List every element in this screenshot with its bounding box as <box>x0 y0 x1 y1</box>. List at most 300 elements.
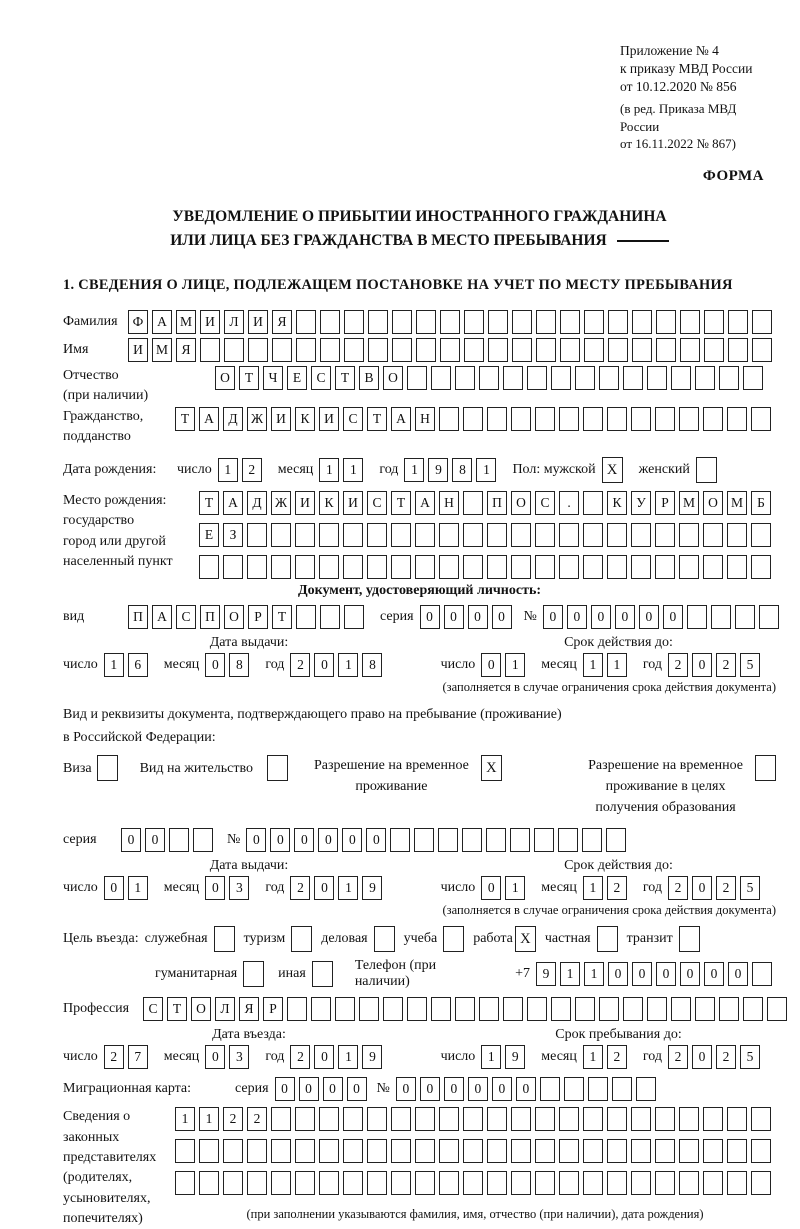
purpose-work-checkbox[interactable]: X <box>515 926 536 952</box>
cell-box[interactable]: 1 <box>481 1045 501 1069</box>
cell-box[interactable] <box>488 338 508 362</box>
cell-box[interactable] <box>511 523 531 547</box>
cell-box[interactable] <box>559 555 579 579</box>
cell-box[interactable]: 0 <box>639 605 659 629</box>
cell-box[interactable]: 9 <box>362 1045 382 1069</box>
cell-box[interactable] <box>671 997 691 1021</box>
cell-box[interactable]: 2 <box>607 1045 627 1069</box>
cell-box[interactable]: 0 <box>728 962 748 986</box>
cell-box[interactable]: 0 <box>692 1045 712 1069</box>
cell-box[interactable]: А <box>152 605 172 629</box>
cell-box[interactable]: М <box>152 338 172 362</box>
cell-box[interactable] <box>440 310 460 334</box>
cell-box[interactable] <box>727 555 747 579</box>
entry-month-cells[interactable] <box>205 1045 253 1069</box>
cell-box[interactable] <box>511 555 531 579</box>
cell-box[interactable]: 5 <box>740 876 760 900</box>
cell-box[interactable] <box>487 1139 507 1163</box>
cell-box[interactable] <box>751 1171 771 1195</box>
cell-box[interactable]: О <box>224 605 244 629</box>
cell-box[interactable] <box>175 1139 195 1163</box>
cell-box[interactable]: А <box>152 310 172 334</box>
cell-box[interactable]: 0 <box>205 876 225 900</box>
cell-box[interactable] <box>584 310 604 334</box>
cell-box[interactable] <box>503 997 523 1021</box>
purpose-other-checkbox[interactable] <box>312 961 333 987</box>
cell-box[interactable] <box>343 523 363 547</box>
cell-box[interactable] <box>583 407 603 431</box>
cell-box[interactable]: 1 <box>338 1045 358 1069</box>
cell-box[interactable] <box>392 338 412 362</box>
cell-box[interactable]: Ф <box>128 310 148 334</box>
cell-box[interactable] <box>271 523 291 547</box>
cell-box[interactable] <box>319 1171 339 1195</box>
cell-box[interactable] <box>199 1171 219 1195</box>
residence-number-cells[interactable] <box>246 828 630 852</box>
cell-box[interactable] <box>607 1107 627 1131</box>
doc-number-cells[interactable] <box>543 605 783 629</box>
cell-box[interactable] <box>612 1077 632 1101</box>
cell-box[interactable]: 3 <box>229 1045 249 1069</box>
cell-box[interactable] <box>200 338 220 362</box>
cell-box[interactable] <box>487 1171 507 1195</box>
visa-checkbox[interactable] <box>97 755 118 781</box>
cell-box[interactable]: Ж <box>247 407 267 431</box>
cell-box[interactable] <box>511 1171 531 1195</box>
cell-box[interactable]: А <box>223 491 243 515</box>
cell-box[interactable]: К <box>607 491 627 515</box>
cell-box[interactable]: 2 <box>247 1107 267 1131</box>
cell-box[interactable]: 1 <box>319 458 339 482</box>
cell-box[interactable] <box>287 997 307 1021</box>
cell-box[interactable] <box>623 366 643 390</box>
cell-box[interactable] <box>687 605 707 629</box>
cell-box[interactable]: 9 <box>428 458 448 482</box>
cell-box[interactable] <box>551 366 571 390</box>
temp-residence-education-checkbox[interactable] <box>755 755 776 781</box>
cell-box[interactable] <box>560 338 580 362</box>
cell-box[interactable] <box>367 1171 387 1195</box>
cell-box[interactable] <box>479 366 499 390</box>
cell-box[interactable]: О <box>215 366 235 390</box>
cell-box[interactable] <box>679 407 699 431</box>
cell-box[interactable] <box>199 555 219 579</box>
cell-box[interactable]: 0 <box>468 1077 488 1101</box>
cell-box[interactable] <box>535 1139 555 1163</box>
cell-box[interactable] <box>680 338 700 362</box>
cell-box[interactable] <box>631 1139 651 1163</box>
cell-box[interactable]: Я <box>272 310 292 334</box>
cell-box[interactable]: 2 <box>607 876 627 900</box>
cell-box[interactable]: Т <box>175 407 195 431</box>
cell-box[interactable] <box>558 828 578 852</box>
cell-box[interactable]: С <box>176 605 196 629</box>
cell-box[interactable] <box>564 1077 584 1101</box>
cell-box[interactable] <box>511 1107 531 1131</box>
cell-box[interactable] <box>415 555 435 579</box>
cell-box[interactable]: 1 <box>338 876 358 900</box>
cell-box[interactable] <box>193 828 213 852</box>
cell-box[interactable] <box>704 338 724 362</box>
cell-box[interactable]: Ж <box>271 491 291 515</box>
female-checkbox[interactable] <box>696 457 717 483</box>
cell-box[interactable]: 5 <box>740 1045 760 1069</box>
doc-series-cells[interactable] <box>420 605 516 629</box>
cell-box[interactable]: 9 <box>362 876 382 900</box>
cell-box[interactable] <box>583 1139 603 1163</box>
cell-box[interactable]: 1 <box>505 653 525 677</box>
cell-box[interactable]: С <box>367 491 387 515</box>
cell-box[interactable] <box>344 605 364 629</box>
cell-box[interactable]: К <box>319 491 339 515</box>
cell-box[interactable] <box>751 1139 771 1163</box>
cell-box[interactable] <box>575 366 595 390</box>
cell-box[interactable] <box>479 997 499 1021</box>
cell-box[interactable] <box>655 1171 675 1195</box>
cell-box[interactable] <box>608 338 628 362</box>
cell-box[interactable]: 1 <box>404 458 424 482</box>
cell-box[interactable] <box>367 555 387 579</box>
cell-box[interactable]: 0 <box>366 828 386 852</box>
cell-box[interactable] <box>359 997 379 1021</box>
cell-box[interactable]: Е <box>199 523 219 547</box>
residence-permit-checkbox[interactable] <box>267 755 288 781</box>
cell-box[interactable]: 0 <box>608 962 628 986</box>
cell-box[interactable] <box>223 555 243 579</box>
cell-box[interactable] <box>607 407 627 431</box>
cell-box[interactable] <box>535 1171 555 1195</box>
cell-box[interactable] <box>583 523 603 547</box>
patronymic-cells[interactable] <box>215 366 767 390</box>
cell-box[interactable]: 0 <box>444 1077 464 1101</box>
birthplace-cells-3[interactable] <box>199 555 775 579</box>
cell-box[interactable]: 9 <box>505 1045 525 1069</box>
cell-box[interactable] <box>272 338 292 362</box>
cell-box[interactable] <box>271 1171 291 1195</box>
cell-box[interactable]: И <box>271 407 291 431</box>
cell-box[interactable] <box>671 366 691 390</box>
cell-box[interactable] <box>632 338 652 362</box>
cell-box[interactable]: М <box>679 491 699 515</box>
cell-box[interactable]: А <box>391 407 411 431</box>
cell-box[interactable]: 0 <box>615 605 635 629</box>
cell-box[interactable] <box>415 1107 435 1131</box>
cell-box[interactable] <box>751 1107 771 1131</box>
cell-box[interactable] <box>527 366 547 390</box>
cell-box[interactable] <box>560 310 580 334</box>
cell-box[interactable]: С <box>535 491 555 515</box>
cell-box[interactable] <box>719 997 739 1021</box>
cell-box[interactable] <box>631 407 651 431</box>
cell-box[interactable] <box>711 605 731 629</box>
cell-box[interactable] <box>223 1171 243 1195</box>
cell-box[interactable]: О <box>191 997 211 1021</box>
cell-box[interactable] <box>335 997 355 1021</box>
cell-box[interactable]: 0 <box>632 962 652 986</box>
cell-box[interactable] <box>631 1107 651 1131</box>
cell-box[interactable] <box>271 1107 291 1131</box>
cell-box[interactable]: 0 <box>299 1077 319 1101</box>
cell-box[interactable] <box>536 338 556 362</box>
cell-box[interactable] <box>559 523 579 547</box>
cell-box[interactable]: П <box>200 605 220 629</box>
cell-box[interactable] <box>487 407 507 431</box>
cell-box[interactable] <box>655 1139 675 1163</box>
cell-box[interactable] <box>367 1107 387 1131</box>
cell-box[interactable]: 8 <box>362 653 382 677</box>
cell-box[interactable]: 0 <box>294 828 314 852</box>
cell-box[interactable] <box>599 366 619 390</box>
cell-box[interactable]: В <box>359 366 379 390</box>
purpose-private-checkbox[interactable] <box>597 926 618 952</box>
cell-box[interactable]: Т <box>391 491 411 515</box>
temp-residence-checkbox[interactable]: X <box>481 755 502 781</box>
migration-number-cells[interactable] <box>396 1077 660 1101</box>
cell-box[interactable] <box>607 1139 627 1163</box>
cell-box[interactable] <box>583 491 603 515</box>
cell-box[interactable] <box>391 1139 411 1163</box>
cell-box[interactable] <box>727 523 747 547</box>
cell-box[interactable] <box>344 338 364 362</box>
cell-box[interactable]: 8 <box>452 458 472 482</box>
residence-issue-day-cells[interactable] <box>104 876 152 900</box>
cell-box[interactable]: 0 <box>121 828 141 852</box>
cell-box[interactable] <box>175 1171 195 1195</box>
cell-box[interactable]: 1 <box>476 458 496 482</box>
cell-box[interactable] <box>512 310 532 334</box>
cell-box[interactable] <box>439 1139 459 1163</box>
cell-box[interactable] <box>247 555 267 579</box>
cell-box[interactable] <box>463 491 483 515</box>
cell-box[interactable]: 1 <box>128 876 148 900</box>
cell-box[interactable] <box>247 523 267 547</box>
cell-box[interactable] <box>343 1171 363 1195</box>
cell-box[interactable] <box>679 1107 699 1131</box>
cell-box[interactable] <box>647 997 667 1021</box>
cell-box[interactable] <box>319 523 339 547</box>
cell-box[interactable] <box>455 997 475 1021</box>
cell-box[interactable] <box>319 555 339 579</box>
cell-box[interactable] <box>607 523 627 547</box>
cell-box[interactable]: И <box>295 491 315 515</box>
cell-box[interactable] <box>295 1171 315 1195</box>
cell-box[interactable]: 6 <box>128 653 148 677</box>
cell-box[interactable] <box>391 555 411 579</box>
cell-box[interactable] <box>487 555 507 579</box>
cell-box[interactable]: Р <box>655 491 675 515</box>
cell-box[interactable]: С <box>143 997 163 1021</box>
cell-box[interactable] <box>759 605 779 629</box>
cell-box[interactable] <box>607 1171 627 1195</box>
entry-year-cells[interactable] <box>290 1045 386 1069</box>
cell-box[interactable] <box>511 407 531 431</box>
cell-box[interactable]: 0 <box>318 828 338 852</box>
representatives-cells-3[interactable] <box>175 1171 775 1195</box>
cell-box[interactable] <box>367 523 387 547</box>
cell-box[interactable] <box>295 555 315 579</box>
cell-box[interactable] <box>655 407 675 431</box>
cell-box[interactable]: 1 <box>175 1107 195 1131</box>
cell-box[interactable] <box>599 997 619 1021</box>
cell-box[interactable] <box>439 1107 459 1131</box>
cell-box[interactable] <box>431 366 451 390</box>
cell-box[interactable]: 0 <box>246 828 266 852</box>
cell-box[interactable] <box>535 1107 555 1131</box>
cell-box[interactable]: К <box>295 407 315 431</box>
cell-box[interactable]: 0 <box>543 605 563 629</box>
cell-box[interactable] <box>743 366 763 390</box>
cell-box[interactable] <box>415 1171 435 1195</box>
doc-issue-month-cells[interactable] <box>205 653 253 677</box>
cell-box[interactable] <box>247 1171 267 1195</box>
cell-box[interactable] <box>415 1139 435 1163</box>
cell-box[interactable]: . <box>559 491 579 515</box>
cell-box[interactable]: У <box>631 491 651 515</box>
cell-box[interactable]: С <box>311 366 331 390</box>
cell-box[interactable]: 1 <box>607 653 627 677</box>
cell-box[interactable] <box>463 407 483 431</box>
cell-box[interactable]: 0 <box>492 605 512 629</box>
cell-box[interactable]: 0 <box>314 1045 334 1069</box>
cell-box[interactable]: 1 <box>104 653 124 677</box>
cell-box[interactable]: И <box>319 407 339 431</box>
cell-box[interactable] <box>727 1107 747 1131</box>
cell-box[interactable] <box>727 1171 747 1195</box>
cell-box[interactable] <box>703 1139 723 1163</box>
male-checkbox[interactable]: X <box>602 457 623 483</box>
cell-box[interactable]: О <box>511 491 531 515</box>
birth-month-cells[interactable] <box>319 458 367 482</box>
cell-box[interactable]: 0 <box>444 605 464 629</box>
cell-box[interactable]: И <box>128 338 148 362</box>
doc-valid-day-cells[interactable] <box>481 653 529 677</box>
cell-box[interactable] <box>606 828 626 852</box>
cell-box[interactable] <box>319 1107 339 1131</box>
cell-box[interactable] <box>463 1107 483 1131</box>
cell-box[interactable] <box>391 1171 411 1195</box>
cell-box[interactable] <box>463 523 483 547</box>
cell-box[interactable] <box>463 555 483 579</box>
cell-box[interactable]: И <box>200 310 220 334</box>
cell-box[interactable] <box>636 1077 656 1101</box>
cell-box[interactable] <box>703 407 723 431</box>
cell-box[interactable] <box>583 1171 603 1195</box>
cell-box[interactable]: Н <box>415 407 435 431</box>
cell-box[interactable]: Т <box>272 605 292 629</box>
cell-box[interactable]: 0 <box>314 876 334 900</box>
cell-box[interactable] <box>438 828 458 852</box>
cell-box[interactable]: 0 <box>396 1077 416 1101</box>
surname-cells[interactable] <box>128 310 776 334</box>
cell-box[interactable]: Ч <box>263 366 283 390</box>
cell-box[interactable] <box>535 523 555 547</box>
cell-box[interactable]: 0 <box>692 876 712 900</box>
cell-box[interactable] <box>320 605 340 629</box>
cell-box[interactable] <box>559 1139 579 1163</box>
cell-box[interactable]: 5 <box>740 653 760 677</box>
cell-box[interactable]: 1 <box>583 653 603 677</box>
cell-box[interactable] <box>631 555 651 579</box>
cell-box[interactable]: И <box>248 310 268 334</box>
cell-box[interactable]: 0 <box>275 1077 295 1101</box>
cell-box[interactable]: 0 <box>591 605 611 629</box>
birthplace-cells-2[interactable] <box>199 523 775 547</box>
cell-box[interactable]: Б <box>751 491 771 515</box>
cell-box[interactable] <box>440 338 460 362</box>
cell-box[interactable]: 1 <box>505 876 525 900</box>
cell-box[interactable] <box>536 310 556 334</box>
cell-box[interactable] <box>271 1139 291 1163</box>
residence-valid-day-cells[interactable] <box>481 876 529 900</box>
residence-issue-month-cells[interactable] <box>205 876 253 900</box>
cell-box[interactable] <box>647 366 667 390</box>
representatives-cells-1[interactable] <box>175 1107 775 1131</box>
cell-box[interactable]: Т <box>199 491 219 515</box>
purpose-tourism-checkbox[interactable] <box>291 926 312 952</box>
cell-box[interactable]: М <box>176 310 196 334</box>
cell-box[interactable] <box>679 555 699 579</box>
cell-box[interactable]: Т <box>167 997 187 1021</box>
cell-box[interactable]: Т <box>335 366 355 390</box>
cell-box[interactable]: 1 <box>199 1107 219 1131</box>
doc-valid-month-cells[interactable] <box>583 653 631 677</box>
purpose-study-checkbox[interactable] <box>443 926 464 952</box>
cell-box[interactable] <box>655 555 675 579</box>
cell-box[interactable]: 0 <box>205 653 225 677</box>
cell-box[interactable]: Р <box>263 997 283 1021</box>
cell-box[interactable]: 2 <box>104 1045 124 1069</box>
cell-box[interactable] <box>559 1107 579 1131</box>
cell-box[interactable] <box>703 555 723 579</box>
cell-box[interactable]: 2 <box>668 1045 688 1069</box>
cell-box[interactable] <box>540 1077 560 1101</box>
cell-box[interactable] <box>752 310 772 334</box>
cell-box[interactable]: 2 <box>290 653 310 677</box>
cell-box[interactable] <box>631 1171 651 1195</box>
cell-box[interactable]: 0 <box>704 962 724 986</box>
cell-box[interactable] <box>343 555 363 579</box>
cell-box[interactable] <box>463 1139 483 1163</box>
cell-box[interactable] <box>247 1139 267 1163</box>
cell-box[interactable]: 0 <box>205 1045 225 1069</box>
cell-box[interactable] <box>486 828 506 852</box>
cell-box[interactable] <box>296 605 316 629</box>
doc-issue-year-cells[interactable] <box>290 653 386 677</box>
cell-box[interactable] <box>343 1139 363 1163</box>
cell-box[interactable] <box>414 828 434 852</box>
cell-box[interactable] <box>727 407 747 431</box>
cell-box[interactable] <box>679 1139 699 1163</box>
cell-box[interactable]: 0 <box>468 605 488 629</box>
cell-box[interactable] <box>551 997 571 1021</box>
cell-box[interactable] <box>407 366 427 390</box>
cell-box[interactable]: И <box>343 491 363 515</box>
cell-box[interactable] <box>271 555 291 579</box>
cell-box[interactable] <box>248 338 268 362</box>
cell-box[interactable] <box>439 1171 459 1195</box>
cell-box[interactable] <box>455 366 475 390</box>
cell-box[interactable] <box>311 997 331 1021</box>
cell-box[interactable] <box>588 1077 608 1101</box>
residence-valid-year-cells[interactable] <box>668 876 764 900</box>
cell-box[interactable] <box>655 1107 675 1131</box>
cell-box[interactable] <box>383 997 403 1021</box>
cell-box[interactable] <box>320 310 340 334</box>
cell-box[interactable] <box>416 338 436 362</box>
cell-box[interactable]: 1 <box>584 962 604 986</box>
cell-box[interactable] <box>751 407 771 431</box>
cell-box[interactable]: 1 <box>583 1045 603 1069</box>
